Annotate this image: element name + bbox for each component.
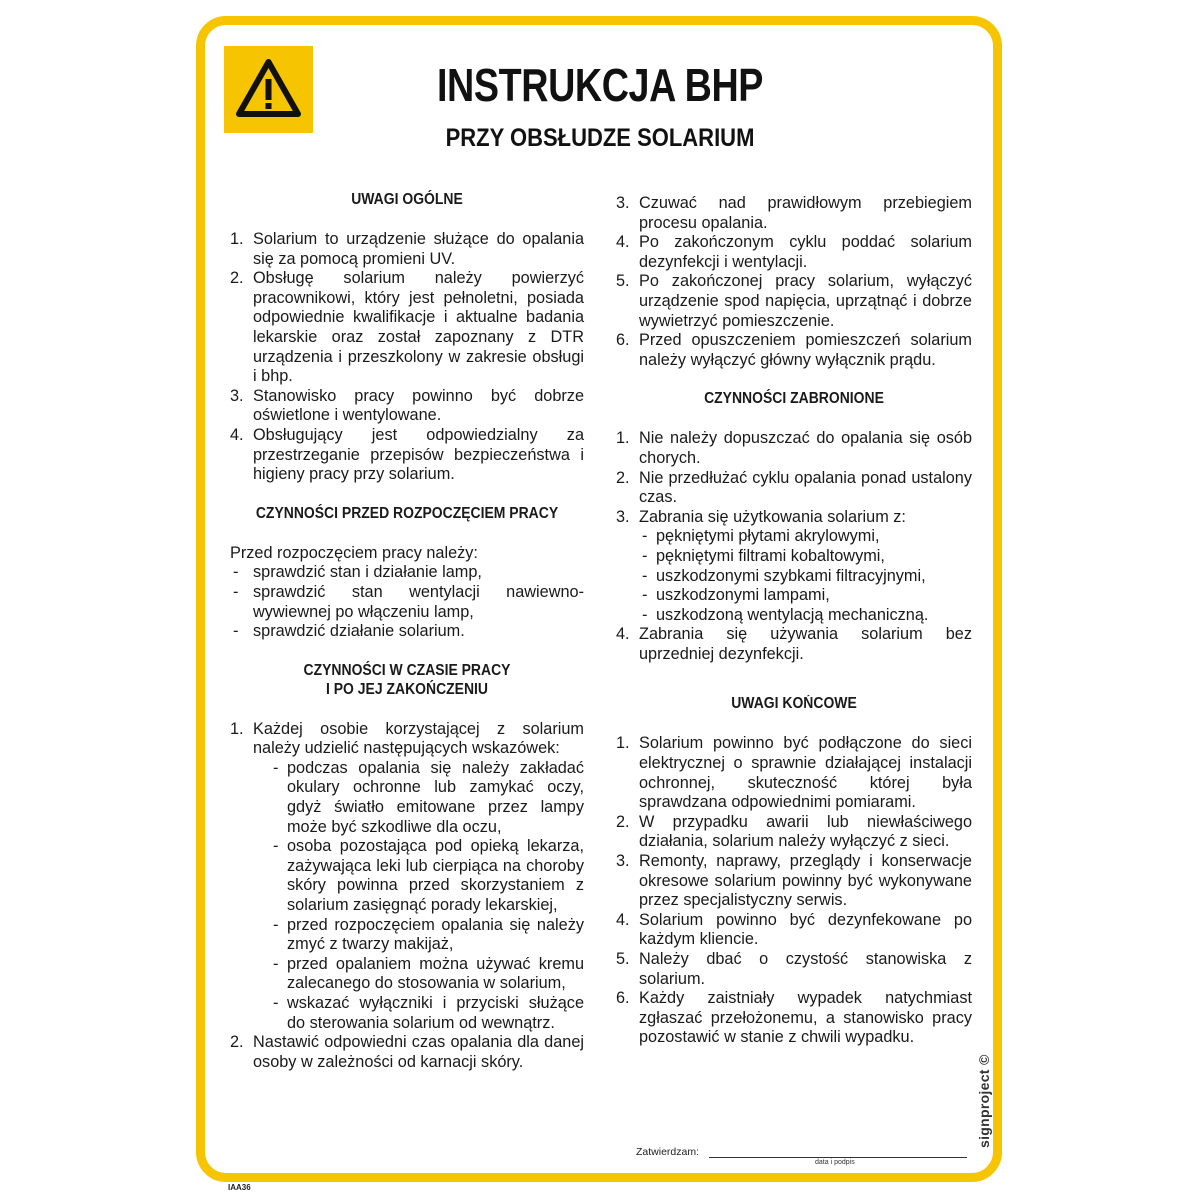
general-remarks-list xyxy=(230,230,584,485)
list-item xyxy=(616,950,972,989)
item-text: Stanowisko pracy powinno być dobrze oświetlone i wentylowane. xyxy=(253,386,584,425)
list-item xyxy=(616,852,972,911)
item-text: Nie przedłużać cyklu opalania ponad ustalony czas. xyxy=(639,468,972,507)
list-item xyxy=(616,625,972,664)
sublist-item: - podczas opalania się należy zakładać okulary ochronne lub zamykać oczy, gdyż światło emitowane przez lampy może być szkodliwe dla oczu, xyxy=(270,759,584,837)
item-number: 5. xyxy=(616,272,630,291)
item-number: 3. xyxy=(616,507,630,526)
list-item xyxy=(230,426,584,485)
item-number: 4. xyxy=(616,233,630,252)
forbidden-sublist xyxy=(616,527,972,625)
during-work-list xyxy=(230,720,584,1073)
brand-mark: signproject © xyxy=(976,1054,992,1148)
item-number: 1. xyxy=(616,429,630,448)
list-item xyxy=(616,331,972,370)
final-remarks-list xyxy=(616,734,972,1048)
item-text: Remonty, naprawy, przeglądy i konserwacje okresowe solarium powinny być wykonywane przez specjalistyczny serwis. xyxy=(639,852,972,910)
sublist-item: - uszkodzonymi szybkami filtracyjnymi, xyxy=(639,567,972,587)
signature-line xyxy=(709,1157,967,1158)
item-number: 3. xyxy=(616,194,630,212)
page-subtitle: PRZY OBSŁUDZE SOLARIUM xyxy=(445,124,755,152)
item-number: 4. xyxy=(616,625,630,644)
sublist-item: - pękniętymi płytami akrylowymi, xyxy=(639,527,972,547)
list-item xyxy=(616,429,972,468)
sublist-item: - wskazać wyłączniki i przyciski służące do sterowania solarium od wewnątrz. xyxy=(270,994,584,1033)
sublist-item: - przed rozpoczęciem opalania się należy zmyć z twarzy makijaż, xyxy=(270,916,584,955)
item-text: Solarium to urządzenie służące do opalania się za pomocą promieni UV. xyxy=(253,230,584,268)
list-item: - sprawdzić stan i działanie lamp, xyxy=(230,563,584,583)
item-number: 2. xyxy=(616,468,630,487)
item-text: Solarium powinno być dezynfekowane po każdym kliencie. xyxy=(639,910,972,949)
section-title-general: UWAGI OGÓLNE xyxy=(351,191,463,208)
list-item xyxy=(230,230,584,269)
sublist-item: - uszkodzoną wentylacją mechaniczną. xyxy=(639,606,972,626)
list-item: - sprawdzić stan wentylacji nawiewno-wywiewnej po włączeniu lamp, xyxy=(230,583,584,622)
sublist-item: - osoba pozostająca pod opieką lekarza, zażywająca leki lub cierpiąca na choroby skóry powinna przed skorzystaniem z solarium zasięgnąć porady lekarskiej, xyxy=(270,837,584,915)
warning-badge xyxy=(224,46,313,133)
list-item xyxy=(616,989,972,1048)
item-number: 2. xyxy=(230,269,244,288)
item-text: Zabrania się używania solarium bez uprzedniej dezynfekcji. xyxy=(639,625,972,663)
item-text: Czuwać nad prawidłowym przebiegiem procesu opalania. xyxy=(639,194,972,232)
item-text: Przed opuszczeniem pomieszczeń solarium należy wyłączyć główny wyłącznik prądu. xyxy=(639,331,972,369)
guidance-sublist xyxy=(230,759,584,1033)
before-work-list xyxy=(230,563,584,641)
signature-caption: data i podpis xyxy=(815,1159,855,1166)
list-item xyxy=(616,911,972,950)
list-item xyxy=(616,508,972,626)
product-code: IAA36 xyxy=(228,1183,251,1192)
sublist-item: - przed opalaniem można używać kremu zalecanego do stosowania w solarium, xyxy=(270,955,584,994)
item-text: Po zakończonej pracy solarium, wyłączyć urządzenie spod napięcia, uprzątnąć i dobrze wywietrzyć pomieszczenie. xyxy=(639,272,972,330)
list-item xyxy=(616,272,972,331)
item-number: 6. xyxy=(616,331,630,350)
list-item xyxy=(230,387,584,426)
item-number: 4. xyxy=(230,425,244,444)
list-item xyxy=(230,269,584,387)
forbidden-list xyxy=(616,429,972,664)
section-title-before-work: CZYNNOŚCI PRZED ROZPOCZĘCIEM PRACY xyxy=(255,504,559,522)
during-work-list-continued xyxy=(616,194,972,370)
list-item xyxy=(616,469,972,508)
item-number: 4. xyxy=(616,910,630,929)
right-column xyxy=(616,194,972,1048)
section-title-during-work xyxy=(248,661,567,699)
list-item: - sprawdzić działanie solarium. xyxy=(230,622,584,642)
item-number: 1. xyxy=(616,734,630,753)
sublist-item: - uszkodzonymi lampami, xyxy=(639,586,972,606)
section-title-line: CZYNNOŚCI W CZASIE PRACY xyxy=(303,661,511,679)
item-text: Po zakończonym cyklu poddać solarium dezynfekcji i wentylacji. xyxy=(639,233,972,271)
section-title-forbidden: CZYNNOŚCI ZABRONIONE xyxy=(704,390,884,408)
section-title-line: I PO JEJ ZAKOŃCZENIU xyxy=(326,680,488,698)
item-text: Należy dbać o czystość stanowiska z solarium. xyxy=(639,950,972,988)
list-item xyxy=(616,813,972,852)
list-item xyxy=(616,233,972,272)
item-number: 1. xyxy=(230,719,244,738)
item-text: Nie należy dopuszczać do opalania się osób chorych. xyxy=(639,429,972,467)
item-number: 3. xyxy=(230,386,244,405)
item-number: 6. xyxy=(616,989,630,1008)
left-column xyxy=(230,190,584,1072)
list-item xyxy=(616,194,972,233)
sublist-item: - pękniętymi filtrami kobaltowymi, xyxy=(639,547,972,567)
item-text: Obsługę solarium należy powierzyć pracownikowi, który jest pełnoletni, posiada odpowiednie kwalifikacje i aktualne badania lekarskie oraz został zapoznany z DTR urządzenia i przeszkolony w zakresie obsługi i bhp. xyxy=(253,269,584,386)
warning-icon xyxy=(224,46,313,133)
item-text: Solarium powinno być podłączone do sieci elektrycznej o sprawnie działającej instalacji ochronnej, skuteczność której była sprawdzana odpowiednimi pomiarami. xyxy=(639,734,972,812)
list-item xyxy=(230,1033,584,1072)
section-title-final: UWAGI KOŃCOWE xyxy=(731,695,857,713)
before-work-intro: Przed rozpoczęciem pracy należy: xyxy=(230,543,478,562)
page-title: INSTRUKCJA BHP xyxy=(436,59,764,111)
item-number: 1. xyxy=(230,230,244,248)
item-number: 5. xyxy=(616,950,630,968)
item-number: 2. xyxy=(230,1033,244,1052)
item-number: 3. xyxy=(616,852,630,871)
item-text: Każdy zaistniały wypadek natychmiast zgłaszać przełożonemu, a stanowisko pracy pozostawić w stanie z chwili wypadku. xyxy=(639,989,972,1047)
item-text: W przypadku awarii lub niewłaściwego działania, solarium należy wyłączyć z sieci. xyxy=(639,812,972,851)
item-text: Nastawić odpowiedni czas opalania dla danej osoby w zależności od karnacji skóry. xyxy=(253,1033,584,1071)
item-text: Obsługujący jest odpowiedzialny za przestrzeganie przepisów bezpieczeństwa i higieny pracy przy solarium. xyxy=(253,425,584,484)
list-item xyxy=(230,720,584,1034)
item-text: Zabrania się użytkowania solarium z: xyxy=(639,507,906,526)
item-text: Każdej osobie korzystającej z solarium należy udzielić następujących wskazówek: xyxy=(253,719,584,758)
item-number: 2. xyxy=(616,812,630,831)
list-item xyxy=(616,734,972,812)
approval-label: Zatwierdzam: xyxy=(636,1146,700,1158)
